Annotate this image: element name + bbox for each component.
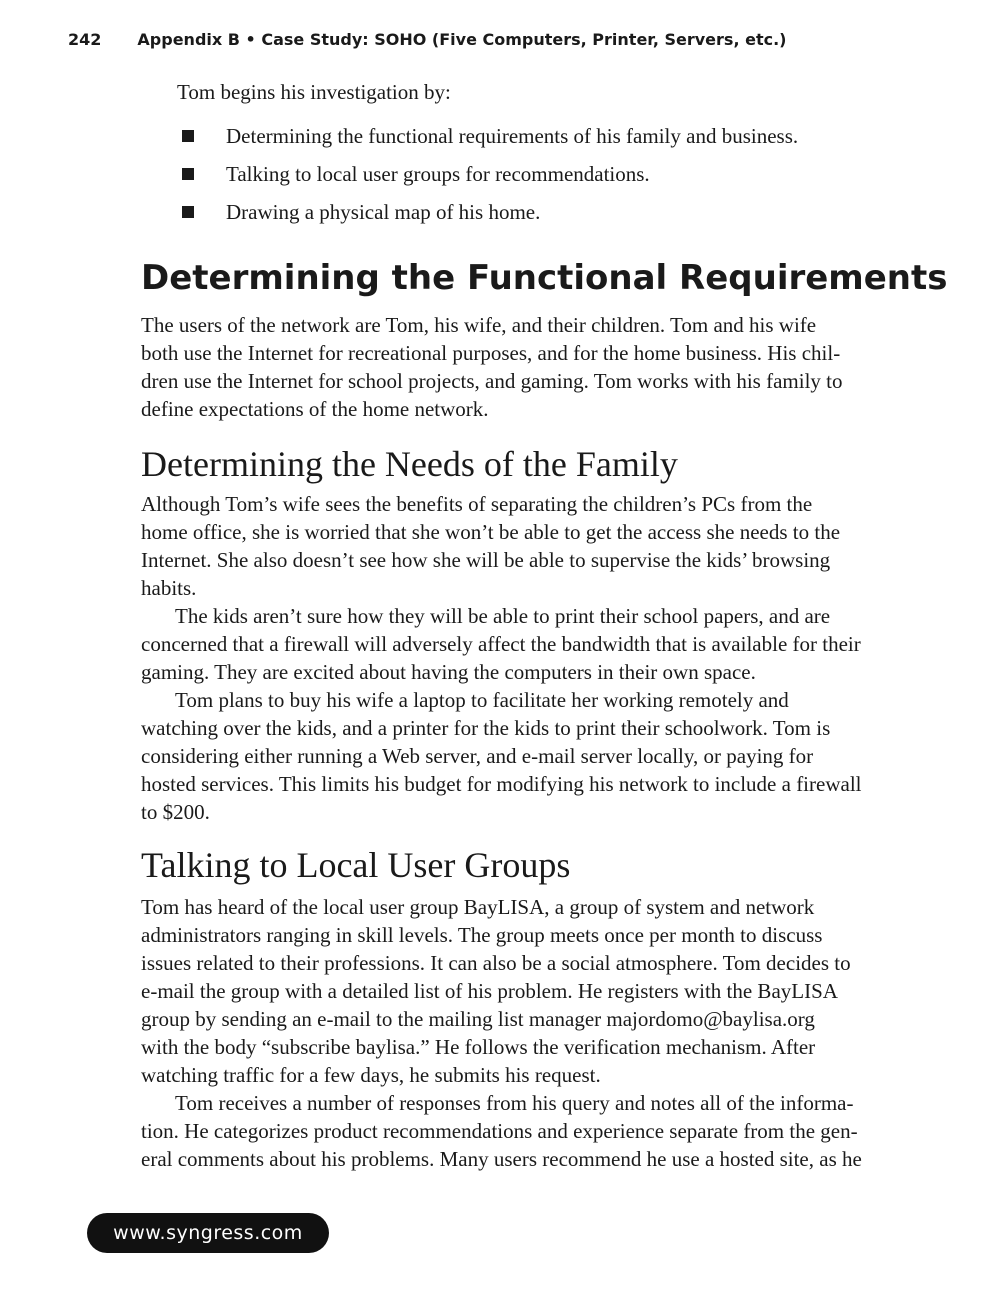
paragraph: [141, 893, 926, 1089]
text-line: home office, she is worried that she won’t be able to get the access she needs to the: [141, 520, 841, 544]
text-line: watching traffic for a few days, he submits his request.: [141, 1063, 601, 1087]
family-needs-body: [141, 490, 926, 826]
bullet-text: Talking to local user groups for recommendations.: [226, 162, 650, 186]
text-line: The kids aren’t sure how they will be able to print their school papers, and are: [175, 604, 831, 628]
text-line: Tom receives a number of responses from his query and notes all of the informa-: [175, 1091, 854, 1115]
square-bullet-icon: [182, 130, 194, 142]
text-line: habits.: [141, 576, 197, 600]
text-line: with the body “subscribe baylisa.” He follows the verification mechanism. After: [141, 1035, 816, 1059]
square-bullet-icon: [182, 168, 194, 180]
text-line: to $200.: [141, 800, 210, 824]
text-line: Tom has heard of the local user group BayLISA, a group of system and network: [141, 895, 815, 919]
paragraph: [141, 686, 926, 826]
running-title: Appendix B • Case Study: SOHO (Five Computers, Printer, Servers, etc.): [137, 30, 787, 49]
text-line: issues related to their professions. It can also be a social atmosphere. Tom decides to: [141, 951, 851, 975]
paragraph: [141, 602, 926, 686]
text-line: eral comments about his problems. Many users recommend he use a hosted site, as he: [141, 1147, 862, 1171]
text-line: The users of the network are Tom, his wife, and their children. Tom and his wife: [141, 313, 817, 337]
text-line: Tom plans to buy his wife a laptop to facilitate her working remotely and: [175, 688, 789, 712]
paragraph: [141, 1089, 926, 1173]
text-line: e-mail the group with a detailed list of his problem. He registers with the BayLISA: [141, 979, 838, 1003]
text-line: administrators ranging in skill levels. The group meets once per month to discuss: [141, 923, 823, 947]
running-header: [68, 30, 786, 49]
text-line: watching over the kids, and a printer for the kids to print their schoolwork. Tom is: [141, 716, 831, 740]
text-line: considering either running a Web server, and e-mail server locally, or paying for: [141, 744, 814, 768]
text-line: Internet. She also doesn’t see how she will be able to supervise the kids’ browsing: [141, 548, 831, 572]
publisher-url-badge: www.syngress.com: [87, 1213, 329, 1253]
text-line: both use the Internet for recreational purposes, and for the home business. His chil-: [141, 341, 841, 365]
functional-requirements-body: [141, 311, 926, 423]
text-line: hosted services. This limits his budget for modifying his network to include a firewall: [141, 772, 862, 796]
text-line: concerned that a firewall will adversely affect the bandwidth that is available for their: [141, 632, 861, 656]
text-line: group by sending an e-mail to the mailing list manager majordomo@baylisa.org: [141, 1007, 815, 1031]
text-line: gaming. They are excited about having the computers in their own space.: [141, 660, 756, 684]
bullet-text: Drawing a physical map of his home.: [226, 200, 541, 224]
subsection-heading-user-groups: Talking to Local User Groups: [141, 845, 571, 885]
subsection-heading-family-needs: Determining the Needs of the Family: [141, 444, 678, 484]
investigation-bullet-list: [180, 122, 798, 236]
user-groups-body: [141, 893, 926, 1173]
paragraph: [141, 490, 926, 602]
text-line: Although Tom’s wife sees the benefits of separating the children’s PCs from the: [141, 492, 813, 516]
square-bullet-icon: [182, 206, 194, 218]
text-line: define expectations of the home network.: [141, 397, 489, 421]
page-number: 242: [68, 30, 102, 49]
bullet-text: Determining the functional requirements of his family and business.: [226, 124, 799, 148]
paragraph: [141, 311, 926, 423]
section-heading-functional-requirements: Determining the Functional Requirements: [141, 258, 948, 298]
intro-paragraph: Tom begins his investigation by:: [177, 80, 451, 104]
text-line: dren use the Internet for school projects, and gaming. Tom works with his family to: [141, 369, 843, 393]
bullet-item: [180, 198, 798, 236]
text-line: tion. He categorizes product recommendations and experience separate from the gen-: [141, 1119, 858, 1143]
bullet-item: [180, 122, 798, 160]
bullet-item: [180, 160, 798, 198]
